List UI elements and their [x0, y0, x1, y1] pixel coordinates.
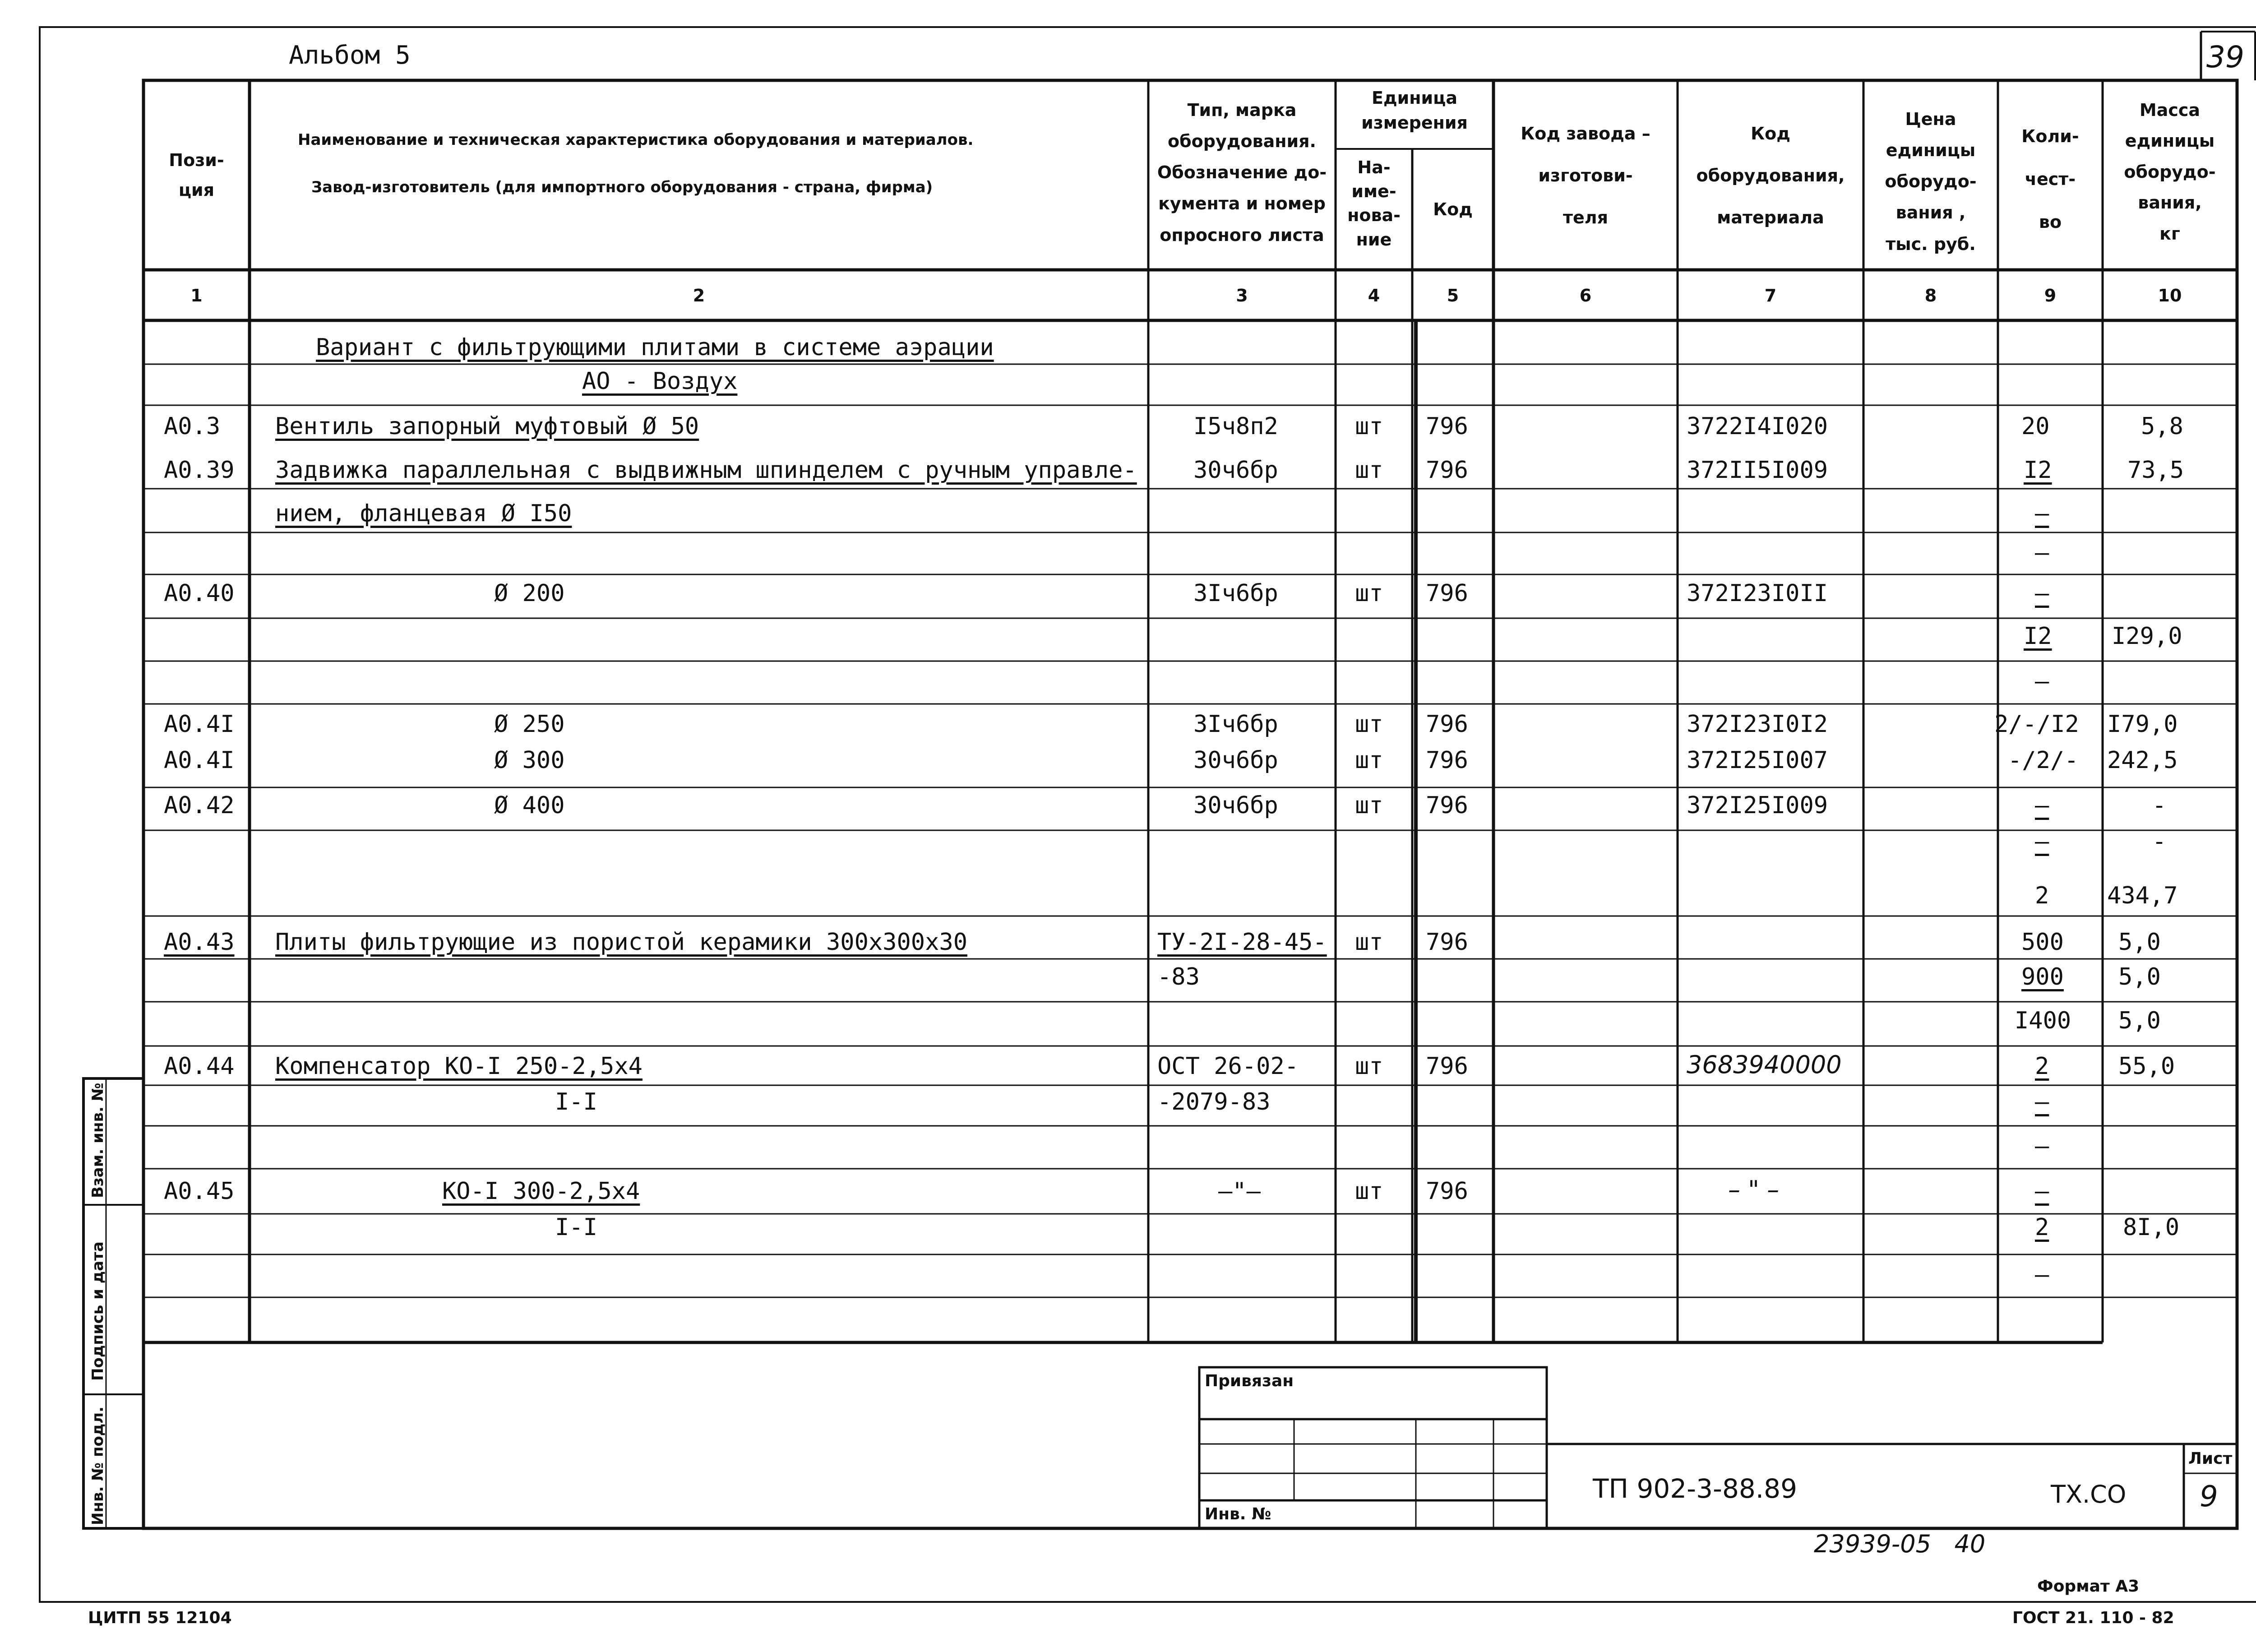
- row-position: А0.42: [164, 792, 235, 819]
- row-code: 796: [1426, 1053, 1468, 1080]
- row-quantity: –: [2035, 1178, 2049, 1205]
- row-mass: -: [2152, 828, 2167, 855]
- row-type: I5ч8п2: [1193, 413, 1278, 440]
- col-number: 9: [2044, 285, 2057, 305]
- row-equipment-code: 372I23I0II: [1687, 580, 1828, 607]
- row-quantity: 2: [2035, 882, 2049, 909]
- header-col2-line1: Наименование и техническая характеристика оборудования и материалов.: [298, 131, 974, 149]
- header-unit: Единица измерения: [1361, 88, 1468, 133]
- header-col9: Коли- чест- во: [2021, 126, 2079, 232]
- row-mass: I79,0: [2107, 711, 2178, 738]
- row-mass: 5,0: [2118, 1007, 2161, 1034]
- row-position: А0.43: [164, 929, 235, 956]
- row-code: 796: [1426, 711, 1468, 738]
- header-col5: Код: [1433, 199, 1473, 219]
- row-quantity: –: [2035, 1261, 2049, 1288]
- row-mass: 242,5: [2107, 747, 2178, 774]
- row-quantity: 2: [2035, 1053, 2049, 1080]
- stamp-inv-podl: Инв. № подл.: [89, 1406, 107, 1525]
- row-name: I-I: [555, 1214, 597, 1241]
- row-quantity: –: [2035, 500, 2049, 527]
- header-col1: Пози- ция: [169, 150, 224, 200]
- row-unit: шт: [1355, 711, 1383, 738]
- col-number: 10: [2158, 285, 2182, 305]
- row-position: А0.4I: [164, 747, 235, 774]
- row-position: А0.44: [164, 1053, 235, 1080]
- row-type: 3Iч6бр: [1193, 580, 1278, 607]
- row-quantity: –: [2035, 580, 2049, 607]
- row-mass: 55,0: [2118, 1053, 2175, 1080]
- row-name: I-I: [555, 1088, 597, 1115]
- title-block-inv-no: Инв. №: [1205, 1505, 1271, 1523]
- row-equipment-code: 372I23I0I2: [1687, 711, 1828, 738]
- title-block-list-number: 9: [2200, 1480, 2218, 1513]
- row-quantity: 2: [2035, 1214, 2049, 1241]
- row-mass: -: [2152, 792, 2167, 819]
- row-mass: 5,8: [2141, 413, 2183, 440]
- header-col10: Масса единицы оборудо- вания, кг: [2124, 100, 2216, 244]
- col-number: 6: [1579, 285, 1592, 305]
- row-code: 796: [1426, 929, 1468, 956]
- title-block-list-label: Лист: [2188, 1449, 2233, 1468]
- footer-gost: ГОСТ 21. 110 - 82: [2012, 1609, 2174, 1627]
- stamp-vzam-inv: Взам. инв. №: [89, 1083, 107, 1198]
- row-code: 796: [1426, 792, 1468, 819]
- row-type: 30ч6бр: [1193, 747, 1278, 774]
- row-code: 796: [1426, 1178, 1468, 1205]
- row-type: 3Iч6бр: [1193, 711, 1278, 738]
- row-position: А0.39: [164, 457, 235, 484]
- row-code: 796: [1426, 413, 1468, 440]
- row-unit: шт: [1355, 1053, 1383, 1080]
- row-type: –"–: [1218, 1178, 1261, 1205]
- row-unit: шт: [1355, 747, 1383, 774]
- row-name: КО-I 300-2,5х4: [442, 1178, 640, 1205]
- row-position: А0.3: [164, 413, 221, 440]
- header-col6: Код завода – изготови- теля: [1521, 124, 1650, 228]
- col-number: 7: [1764, 285, 1777, 305]
- row-equipment-code: 372II5I009: [1687, 457, 1828, 484]
- row-code: 796: [1426, 580, 1468, 607]
- footer-citp: ЦИТП 55 12104: [88, 1609, 232, 1627]
- row-position: А0.40: [164, 580, 235, 607]
- row-unit: шт: [1355, 792, 1383, 819]
- row-quantity: –: [2035, 1088, 2049, 1115]
- row-position: А0.45: [164, 1178, 235, 1205]
- row-name: Ø 300: [494, 747, 565, 774]
- row-quantity: –: [2035, 828, 2049, 855]
- row-quantity: –: [2035, 792, 2049, 819]
- row-quantity: –: [2035, 668, 2049, 695]
- footer-format: Формат А3: [2037, 1577, 2140, 1596]
- row-name: Компенсатор КО-I 250-2,5х4: [275, 1053, 643, 1080]
- section-title: Вариант с фильтрующими плитами в системе аэрации: [316, 334, 994, 361]
- row-mass: 5,0: [2118, 929, 2161, 956]
- row-type: -2079-83: [1157, 1088, 1271, 1115]
- row-unit: шт: [1355, 413, 1383, 440]
- row-unit: шт: [1355, 580, 1383, 607]
- row-quantity: 500: [2021, 929, 2064, 956]
- row-unit: шт: [1355, 929, 1383, 956]
- title-block-doc-code: ТП 902-3-88.89: [1593, 1473, 1797, 1504]
- col-number: 3: [1236, 285, 1248, 305]
- row-quantity: –: [2035, 539, 2049, 566]
- header-col3: Тип, марка оборудования. Обозначение до- кумента и номер опросного листа: [1157, 100, 1327, 245]
- title-block-privyazan: Привязан: [1205, 1372, 1294, 1390]
- row-name: Задвижка параллельная с выдвижным шпинделем с ручным управле-: [275, 457, 1137, 484]
- col-number: 8: [1924, 285, 1937, 305]
- page-number-handwritten: 39: [2206, 40, 2244, 74]
- row-quantity: 900: [2021, 963, 2064, 990]
- row-code: 796: [1426, 457, 1468, 484]
- row-unit: шт: [1355, 457, 1383, 484]
- row-mass: I29,0: [2112, 623, 2182, 650]
- col-number: 4: [1368, 285, 1380, 305]
- row-name: Ø 400: [494, 792, 565, 819]
- header-col8: Цена единицы оборудо- вания , тыс. руб.: [1885, 109, 1977, 254]
- row-quantity: -/2/-: [2008, 747, 2079, 774]
- row-mass: 434,7: [2107, 882, 2178, 909]
- row-type: ОСТ 26-02-: [1157, 1053, 1299, 1080]
- col-number: 2: [693, 285, 705, 305]
- row-code: 796: [1426, 747, 1468, 774]
- row-type: 30ч6бр: [1193, 457, 1278, 484]
- row-quantity: I400: [2015, 1007, 2071, 1034]
- row-quantity: 20: [2021, 413, 2050, 440]
- row-type: ТУ-2I-28-45-: [1157, 929, 1327, 956]
- row-equipment-code: – " –: [1728, 1175, 1780, 1204]
- title-block-sheet-code: ТХ.СО: [2051, 1480, 2127, 1509]
- row-equipment-code: 3722I4I020: [1687, 413, 1828, 440]
- row-name: Плиты фильтрующие из пористой керамики 300х300х30: [275, 929, 968, 956]
- row-quantity: I2: [2024, 623, 2052, 650]
- row-type: 30ч6бр: [1193, 792, 1278, 819]
- row-position: А0.4I: [164, 711, 235, 738]
- header-col4: На- име- нова- ние: [1347, 157, 1401, 250]
- row-quantity: –: [2035, 1133, 2049, 1160]
- row-mass: 5,0: [2118, 963, 2161, 990]
- col-number: 1: [190, 285, 203, 305]
- header-col7: Код оборудования, материала: [1696, 124, 1845, 228]
- row-name: Ø 250: [494, 711, 565, 738]
- row-mass: 73,5: [2127, 457, 2184, 484]
- row-quantity: I2: [2024, 457, 2052, 484]
- row-mass: 8I,0: [2123, 1214, 2180, 1241]
- row-equipment-code: 372I25I007: [1687, 747, 1828, 774]
- header-col2-line2: Завод-изготовитель (для импортного оборудования - страна, фирма): [311, 178, 933, 196]
- row-name: Вентиль запорный муфтовый Ø 50: [275, 413, 699, 440]
- stamp-podpis-data: Подпись и дата: [89, 1241, 107, 1381]
- footer-handwritten-number: 23939-05 40: [1814, 1530, 1986, 1558]
- row-equipment-code: 3683940000: [1687, 1050, 1842, 1079]
- row-type: -83: [1157, 963, 1200, 990]
- col-number: 5: [1447, 285, 1459, 305]
- row-unit: шт: [1355, 1178, 1383, 1205]
- section-subtitle: АО - Воздух: [582, 368, 738, 395]
- album-label: Альбом 5: [289, 41, 411, 70]
- row-name: нием, фланцевая Ø I50: [275, 500, 572, 527]
- row-name: Ø 200: [494, 580, 565, 607]
- row-equipment-code: 372I25I009: [1687, 792, 1828, 819]
- row-quantity: 2/-/I2: [1994, 711, 2079, 738]
